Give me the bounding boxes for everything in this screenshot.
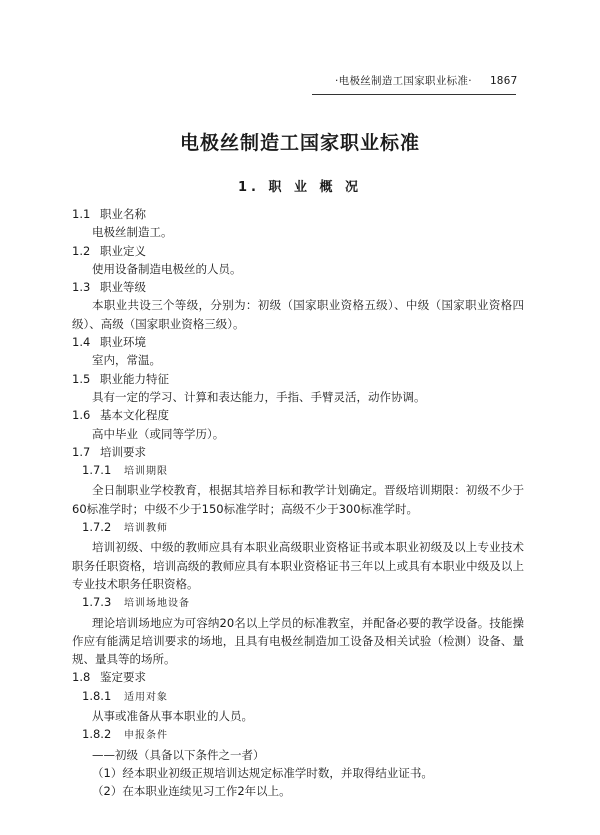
subsection-title: 培训期限 bbox=[124, 466, 168, 478]
section-text: 具有一定的学习、计算和表达能力，手指、手臂灵活，动作协调。 bbox=[92, 389, 426, 404]
section-text: 本职业共设三个等级，分别为：初级（国家职业资格五级）、中级（国家职业资格四级）、高级（国家职业资格三级）。 bbox=[72, 298, 524, 331]
section-number: 1.1 bbox=[72, 207, 91, 221]
condition-item: （1）经本职业初级正规培训达规定标准学时数，并取得结业证书。 bbox=[92, 765, 433, 780]
section-heading bbox=[72, 406, 524, 424]
document-body bbox=[72, 205, 524, 801]
subsection-heading bbox=[72, 687, 524, 707]
section-number: 1.8 bbox=[72, 670, 91, 685]
section-heading bbox=[72, 443, 524, 461]
subsection-number: 1.7.1 bbox=[82, 463, 112, 478]
running-header bbox=[335, 73, 518, 88]
subsection-heading bbox=[72, 725, 524, 745]
subsection-title: 培训教师 bbox=[124, 523, 168, 535]
section-title: 职业名称 bbox=[100, 207, 146, 221]
subsection-title: 适用对象 bbox=[124, 691, 168, 703]
condition-item: （2）在本职业连续见习工作2年以上。 bbox=[92, 784, 291, 799]
section-heading bbox=[72, 278, 524, 296]
header-rule bbox=[312, 94, 516, 95]
section-title: 职业环境 bbox=[100, 335, 146, 350]
section-number: 1.3 bbox=[72, 280, 91, 295]
chapter-heading: 1. 职 业 概 况 bbox=[237, 180, 363, 195]
subsection-text: 培训初级、中级的教师应具有本职业高级职业资格证书或本职业初级及以上专业技术职务任职资格，培训高级的教师应具有本职业资格证书三年以上或具有本职业中级及以上专业技术职务任职资格。 bbox=[72, 540, 524, 591]
subsection-text: 全日制职业学校教育，根据其培养目标和教学计划确定。晋级培训期限：初级不少于60标准学时；中级不少于150标准学时；高级不少于300标准学时。 bbox=[72, 483, 524, 516]
section-title: 职业能力特征 bbox=[100, 371, 169, 386]
level-condition: ——初级（具备以下条件之一者） bbox=[92, 747, 265, 762]
subsection-heading bbox=[72, 518, 524, 538]
section-number: 1.7 bbox=[72, 444, 91, 459]
section-heading bbox=[72, 333, 524, 351]
section-text: 室内，常温。 bbox=[92, 353, 161, 368]
subsection-text: 从事或准备从事本职业的人员。 bbox=[92, 709, 253, 724]
section-title: 职业定义 bbox=[100, 243, 146, 258]
section-heading bbox=[72, 370, 524, 388]
section-heading bbox=[72, 242, 524, 260]
section-text: 使用设备制造电极丝的人员。 bbox=[92, 261, 242, 276]
running-title: ·电极丝制造工国家职业标准· bbox=[335, 75, 472, 87]
section-heading bbox=[72, 668, 524, 686]
subsection-number: 1.7.2 bbox=[82, 520, 112, 535]
subsection-number: 1.8.2 bbox=[82, 727, 112, 742]
section-number: 1.2 bbox=[72, 243, 91, 258]
section-title: 鉴定要求 bbox=[100, 670, 146, 685]
section-number: 1.4 bbox=[72, 335, 91, 350]
subsection-title: 申报条件 bbox=[124, 730, 168, 742]
subsection-text: 理论培训场地应为可容纳20名以上学员的标准教室，并配备必要的教学设备。技能操作应有能满足培训要求的场地，且具有电极丝制造加工设备及相关试验（检测）设备、量规、量具等的场所。 bbox=[72, 615, 524, 667]
subsection-heading bbox=[72, 461, 524, 481]
section-heading bbox=[72, 205, 524, 223]
subsection-title: 培训场地设备 bbox=[124, 598, 190, 610]
document-title: 电极丝制造工国家职业标准 bbox=[179, 132, 420, 154]
section-text: 高中毕业（或同等学历）。 bbox=[92, 426, 225, 441]
subsection-number: 1.7.3 bbox=[82, 595, 112, 610]
subsection-heading bbox=[72, 593, 524, 613]
section-title: 职业等级 bbox=[100, 280, 146, 295]
section-title: 基本文化程度 bbox=[100, 408, 169, 423]
section-title: 培训要求 bbox=[100, 444, 146, 459]
page-number: 1867 bbox=[489, 74, 518, 87]
subsection-number: 1.8.1 bbox=[82, 688, 112, 703]
section-text: 电极丝制造工。 bbox=[92, 225, 173, 240]
section-number: 1.5 bbox=[72, 371, 91, 386]
section-number: 1.6 bbox=[72, 408, 91, 423]
